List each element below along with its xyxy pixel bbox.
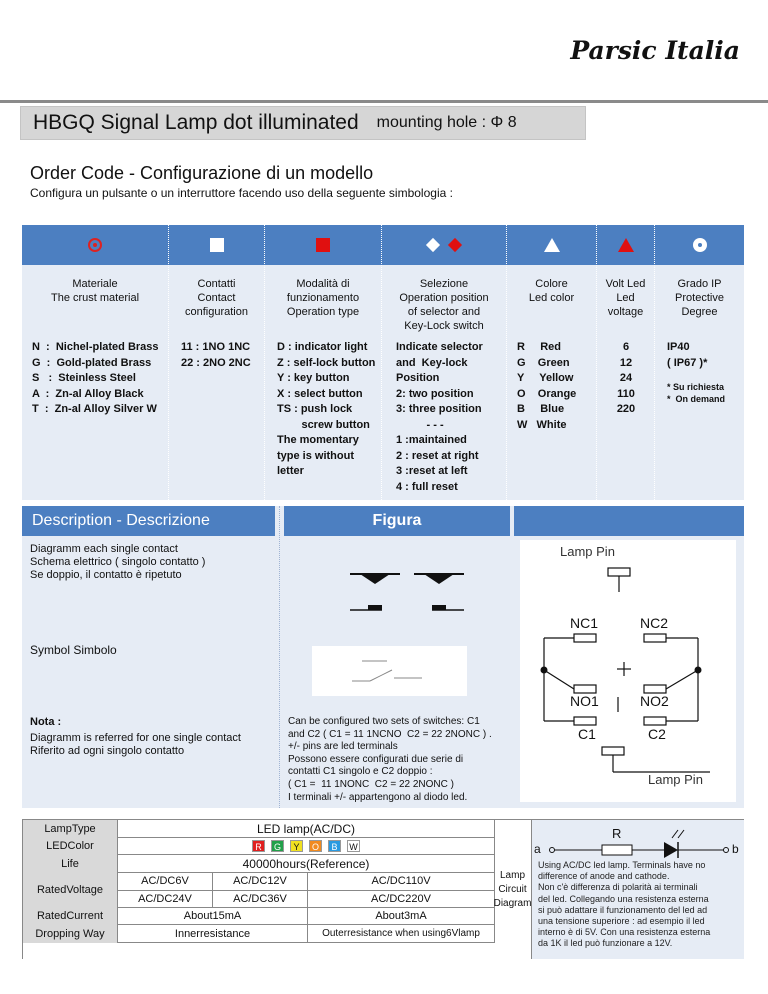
spec-row-dropping-way [23,925,495,943]
pin-c2-label: C2 [648,726,666,742]
column-values: 6 12 24 110 220 [616,341,636,415]
circuit-resistor-label: R [612,826,622,841]
white-square-icon [210,238,224,252]
column-values: D : indicator light Z : self-lock button Y : key button X : select button TS : push lock screw button The momentary type is without letter [277,341,376,477]
description-heading: Description - Descrizione [22,506,275,536]
mounting-hole-label: mounting hole : Φ 8 [376,114,517,131]
column-divider [279,506,280,808]
circuit-terminal-a: a [534,842,541,856]
spec-grid [22,819,494,959]
voltage-cell: AC/DC110V [308,873,495,891]
spec-value: Innerresistance [118,925,308,943]
spec-row-led-color [23,838,495,856]
column-selector-position [382,225,507,500]
white-triangle-icon [544,238,560,252]
column-label: Materiale The crust material [50,278,140,304]
led-chip-green: G [271,840,284,852]
column-values: IP40 ( IP67 )* [667,341,708,369]
product-title: HBGQ Signal Lamp dot illuminated [33,111,359,134]
column-label: Contatti Contact configuration [185,278,248,318]
column-values: Indicate selector and Key-lock Position 2: two position 3: three position - - - 1 :maintained 2 : reset at right 3 :reset at left 4 : full reset [396,341,483,493]
circuit-terminal-b: b [732,842,739,856]
column-label: Modalità di funzionamento Operation type [286,278,360,318]
column-operation-type [265,225,382,500]
pin-nc2-label: NC2 [640,615,669,631]
spec-value: LED lamp(AC/DC) [118,820,495,838]
column-led-color [507,225,597,500]
led-chip-yellow: Y [290,840,303,852]
led-chip-white: W [347,840,360,852]
column-values: R Red G Green Y Yellow O Orange B Blue W White [517,341,577,431]
figure-heading-extension [514,506,744,536]
order-code-title: Order Code - Configurazione di un modello [30,163,374,183]
figure-heading: Figura [284,506,510,536]
spec-label: RatedCurrent [23,908,118,926]
voltage-cell: AC/DC36V [213,890,308,908]
column-led-voltage [597,225,655,500]
ip-note: * Su richiesta * On demand [667,382,726,404]
diagram-description: Diagramm each single contact Schema elettrico ( singolo contatto ) Se doppio, il contatto è ripetuto [30,543,206,581]
voltage-cell: AC/DC24V [118,890,213,908]
symbol-box [312,646,467,696]
header-divider [0,100,768,103]
spec-value: About15mA [118,908,308,926]
voltage-cell: AC/DC6V [118,873,213,891]
lamp-pin-top-label: Lamp Pin [560,544,615,559]
spec-label: RatedVoltage [23,873,118,908]
led-circuit-drawing [532,820,744,860]
dot-circle-icon [693,238,707,252]
column-material [22,225,169,500]
spec-row-lamp-type [23,820,495,838]
column-label: Volt Led Led voltage [605,278,646,318]
note-title: Nota : [30,716,62,728]
pin-diagram [520,540,736,802]
white-diamond-icon [426,238,440,252]
contact-diagram [322,558,472,628]
led-color-chips [118,838,495,856]
spec-label: LEDColor [23,838,118,856]
spec-label: LampType [23,820,118,838]
pin-no1-label: NO1 [570,693,599,709]
column-values: 11 : 1NO 1NC 22 : 2NO 2NC [181,341,251,369]
voltage-cell: AC/DC220V [308,890,495,908]
spec-value: Outerresistance when using6Vlamp [308,925,495,943]
red-triangle-icon [618,238,634,252]
switch-symbol [312,646,467,696]
column-label: Grado IP Protective Degree [675,278,724,318]
spec-value: About3mA [308,908,495,926]
pin-no2-label: NO2 [640,693,669,709]
red-diamond-icon [448,238,462,252]
spec-label: Dropping Way [23,925,118,943]
target-ring-icon [88,238,102,252]
pin-nc1-label: NC1 [570,615,599,631]
spec-row-rated-voltage [23,873,495,908]
spec-row-life [23,855,495,873]
order-code-subtitle: Configura un pulsante o un interruttore facendo uso della seguente simbologia : [30,186,453,200]
description-section [22,506,744,808]
led-chip-red: R [252,840,265,852]
spec-row-rated-current [23,908,495,926]
circuit-note: Using AC/DC led lamp. Terminals have no difference of anode and cathode. Non c'è differenza di polarità ai terminali del led. Collegando una resistenza esterna si può adattare il funzionamento del led ad una tensione superiore : ad esempio il led interno è di 5V. Con una resistenza esterna da 1K il led può funzionare a 12V. [538,860,711,949]
symbol-label: Symbol Simbolo [30,643,117,657]
led-chip-orange: O [309,840,322,852]
column-label: Colore Led color [528,278,575,304]
led-chip-blue: B [328,840,341,852]
column-protection-degree [655,225,744,500]
lamp-pin-bottom-label: Lamp Pin [648,772,703,787]
pin-diagram-drawing [520,540,736,802]
lamp-circuit-label: Lamp Circuit Diagram [494,819,532,959]
spec-label: Life [23,855,118,873]
pin-c1-label: C1 [578,726,596,742]
column-label: Selezione Operation position of selector and Key-Lock switch [399,278,489,332]
brand-logo: Parsic Italia [570,36,740,65]
configuration-table [22,225,744,500]
spec-value: 40000hours(Reference) [118,855,495,873]
red-square-icon [316,238,330,252]
column-contacts [169,225,265,500]
product-title-bar [20,106,586,140]
voltage-cell: AC/DC12V [213,873,308,891]
column-values: N : Nichel-plated Brass G : Gold-plated Brass S : Steinless Steel A : Zn-al Alloy Black T : Zn-al Alloy Silver W [32,341,159,415]
note-text: Diagramm is referred for one single contact Riferito ad ogni singolo contatto [30,732,241,757]
configuration-note: Can be configured two sets of switches: C1 and C2 ( C1 = 11 1NCNO C2 = 22 2NONC ) . +/- pins are led terminals Possono essere configurati due serie di contatti C1 singolo e C2 doppio : ( C1 = 11 1NONC C2 = 22 2NONC ) I terminali +/- appartengono al diodo led. [288,716,492,803]
